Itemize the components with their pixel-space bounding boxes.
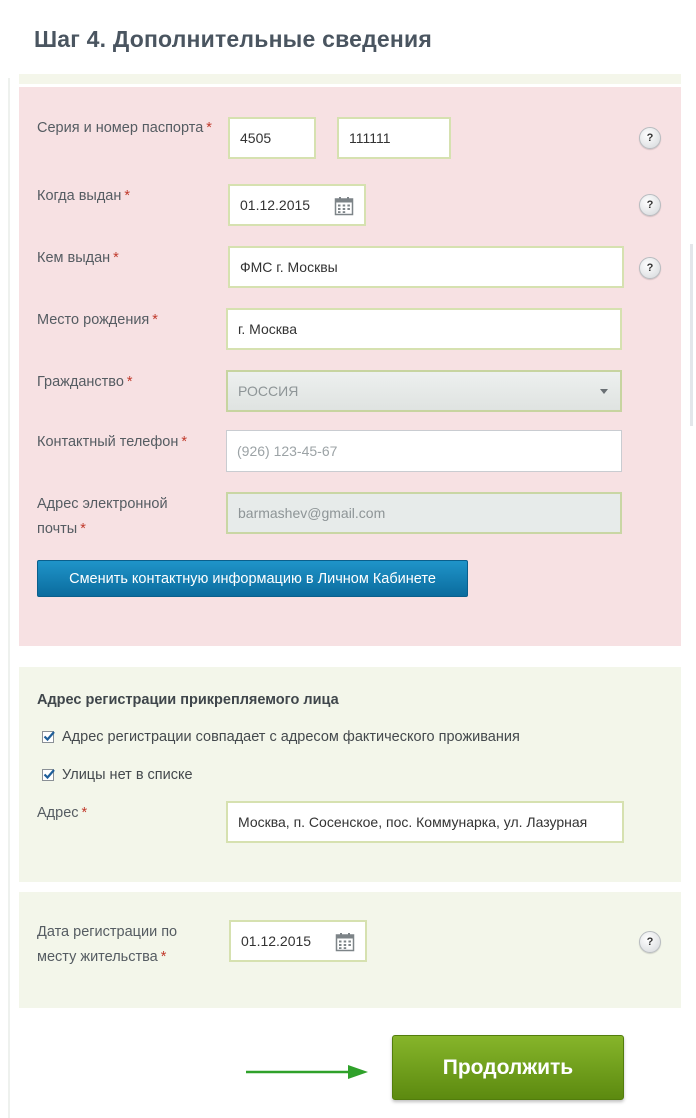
required-mark: * bbox=[206, 120, 212, 136]
issued-date-value: 01.12.2015 bbox=[240, 197, 311, 213]
help-icon[interactable]: ? bbox=[639, 127, 661, 149]
registration-date-label-text: Дата регистрации по месту жительства bbox=[37, 924, 178, 965]
address-label-text: Адрес bbox=[37, 805, 79, 821]
required-mark: * bbox=[124, 188, 131, 204]
email-field: barmashev@gmail.com bbox=[226, 492, 622, 534]
email-label bbox=[37, 492, 207, 542]
required-mark: * bbox=[80, 521, 86, 537]
phone-input[interactable]: (926) 123-45-67 bbox=[226, 430, 622, 472]
registration-date-label bbox=[37, 920, 207, 970]
registration-date-input[interactable] bbox=[229, 920, 367, 962]
checkmark-icon bbox=[42, 767, 56, 781]
citizenship-label-text: Гражданство bbox=[37, 374, 124, 390]
page-scrollbar[interactable] bbox=[690, 244, 693, 426]
registration-date-value: 01.12.2015 bbox=[241, 933, 312, 949]
passport-series-input[interactable]: 4505 bbox=[228, 117, 316, 159]
birthplace-label-text: Место рождения bbox=[37, 312, 150, 328]
required-mark: * bbox=[181, 434, 188, 450]
issued-by-label-text: Кем выдан bbox=[37, 250, 111, 266]
address-input[interactable]: Москва, п. Сосенское, пос. Коммунарка, ул. Лазурная bbox=[226, 801, 624, 843]
birthplace-input[interactable]: г. Москва bbox=[226, 308, 622, 350]
required-mark: * bbox=[81, 805, 88, 821]
phone-label bbox=[37, 430, 187, 455]
passport-series-number-label bbox=[37, 116, 217, 141]
calendar-icon[interactable] bbox=[334, 196, 354, 216]
checkmark-icon bbox=[42, 729, 56, 743]
required-mark: * bbox=[126, 374, 133, 390]
issued-by-label bbox=[37, 246, 119, 271]
top-divider-strip bbox=[19, 74, 681, 84]
required-mark: * bbox=[113, 250, 119, 266]
street-missing-checkbox-row[interactable] bbox=[42, 767, 193, 783]
required-mark: * bbox=[152, 312, 158, 328]
issued-date-input[interactable] bbox=[228, 184, 366, 226]
citizenship-select[interactable] bbox=[226, 370, 622, 412]
passport-number-input[interactable]: 111111 bbox=[337, 117, 451, 159]
required-mark: * bbox=[160, 949, 167, 965]
phone-label-text: Контактный телефон bbox=[37, 434, 179, 450]
left-edge-line bbox=[8, 78, 10, 1118]
same-address-checkbox-label: Адрес регистрации совпадает с адресом фактического проживания bbox=[62, 729, 520, 745]
same-address-checkbox-row[interactable] bbox=[42, 729, 520, 745]
arrow-right-icon bbox=[244, 1061, 372, 1083]
help-icon[interactable]: ? bbox=[639, 931, 661, 953]
passport-series-number-label-text: Серия и номер паспорта bbox=[37, 120, 204, 136]
chevron-down-icon bbox=[600, 389, 608, 394]
address-section-title: Адрес регистрации прикрепляемого лица bbox=[37, 692, 339, 708]
issued-by-input[interactable]: ФМС г. Москвы bbox=[228, 246, 624, 288]
continue-button[interactable]: Продолжить bbox=[392, 1035, 624, 1100]
street-missing-checkbox-label: Улицы нет в списке bbox=[62, 767, 193, 783]
street-missing-checkbox[interactable] bbox=[42, 769, 54, 781]
change-contact-info-button[interactable]: Сменить контактную информацию в Личном Кабинете bbox=[37, 560, 468, 597]
same-address-checkbox[interactable] bbox=[42, 731, 54, 743]
help-icon[interactable]: ? bbox=[639, 194, 661, 216]
address-label bbox=[37, 801, 87, 826]
birthplace-label bbox=[37, 308, 158, 333]
issued-date-label bbox=[37, 184, 130, 209]
calendar-icon[interactable] bbox=[335, 932, 355, 952]
citizenship-selected-value: РОССИЯ bbox=[238, 383, 299, 399]
issued-date-label-text: Когда выдан bbox=[37, 188, 122, 204]
page-title: Шаг 4. Дополнительные сведения bbox=[34, 26, 432, 52]
email-label-text: Адрес электронной почты bbox=[37, 496, 168, 537]
citizenship-label bbox=[37, 370, 133, 395]
help-icon[interactable]: ? bbox=[639, 257, 661, 279]
